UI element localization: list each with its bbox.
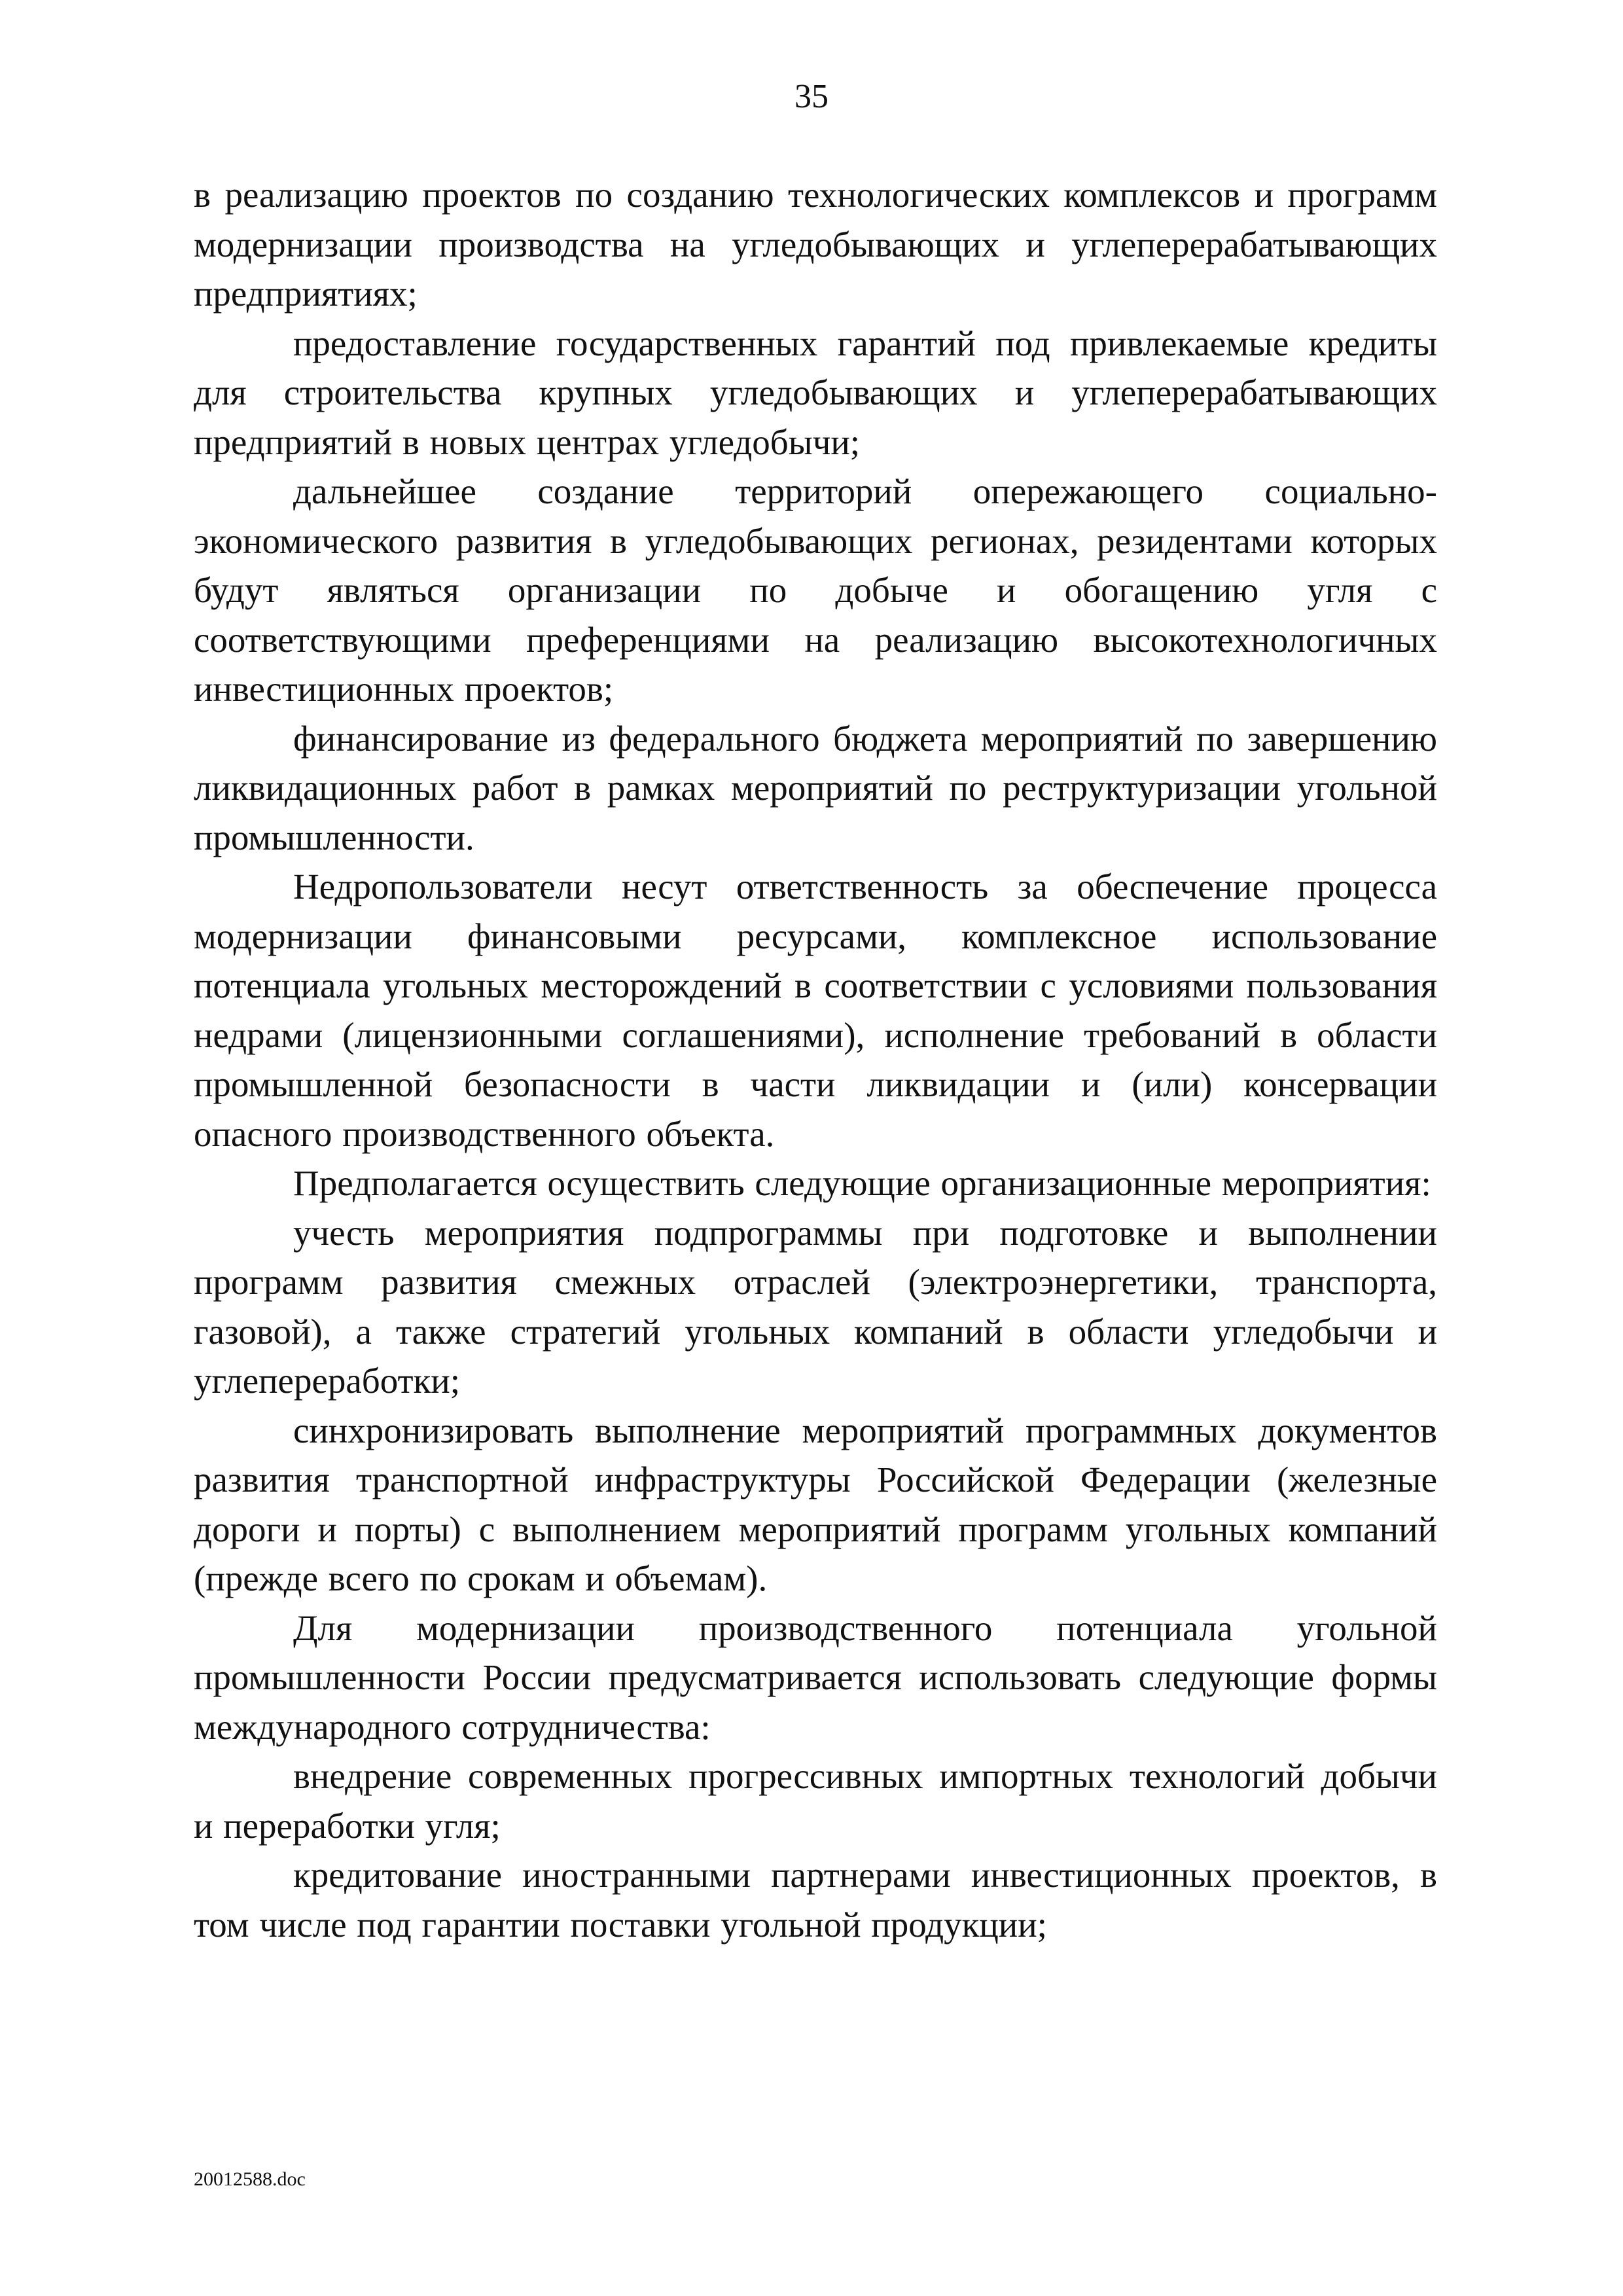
paragraph-federal-financing: финансирование из федерального бюджета мероприятий по завершению ликвидационных работ в рамках мероприятий по реструктуризации угольной промышленности. [194,718,1437,857]
page-number: 35 [794,78,829,115]
paragraph-related-industries: учесть мероприятия подпрограммы при подготовке и выполнении программ развития смежных отраслей (электроэнергетики, транспорта, газовой), а также стратегий угольных компаний в области угледобычи и углепереработки; [194,1212,1437,1401]
paragraph-foreign-crediting: кредитование иностранными партнерами инвестиционных проектов, в том числе под гарантии поставки угольной продукции; [194,1855,1437,1945]
paragraph-state-guarantees: предоставление государственных гарантий под привлекаемые кредиты для строительства крупных угледобывающих и углеперерабатывающих предприятий в новых центрах угледобычи; [194,323,1437,462]
paragraph-subsoil-users-responsibility: Недропользователи несут ответственность за обеспечение процесса модернизации финансовыми ресурсами, комплексное использование потенциала угольных месторождений в соответствии с условиями пользования недрами (лицензионными соглашениями), исполнение требований в области промышленной безопасности в части ликвидации и (или) консервации опасного производственного объекта. [194,867,1437,1154]
paragraph-transport-synchronization: синхронизировать выполнение мероприятий программных документов развития транспортной инфраструктуры Российской Федерации (железные дороги и порты) с выполнением мероприятий программ угольных компаний (прежде всего по срокам и объемам). [194,1410,1437,1598]
paragraph-import-technologies: внедрение современных прогрессивных импортных технологий добычи и переработки угля; [194,1756,1437,1846]
document-body [194,170,1437,1949]
paragraph-investment-projects: в реализацию проектов по созданию технологических комплексов и программ модернизации производства на угледобывающих и углеперерабатывающих предприятиях; [194,175,1437,314]
footer-document-filename: 20012588.doc [194,2168,306,2190]
paragraph-international-cooperation-intro: Для модернизации производственного потенциала угольной промышленности России предусматривается использовать следующие формы международного сотрудничества: [194,1607,1437,1747]
paragraph-development-territories: дальнейшее создание территорий опережающего социально-экономического развития в угледобывающих регионах, резидентами которых будут являться организации по добыче и обогащению угля с соответствующими преференциями на реализацию высокотехнологичных инвестиционных проектов; [194,471,1437,709]
paragraph-organizational-measures-intro: Предполагается осуществить следующие организационные мероприятия: [293,1163,1431,1203]
